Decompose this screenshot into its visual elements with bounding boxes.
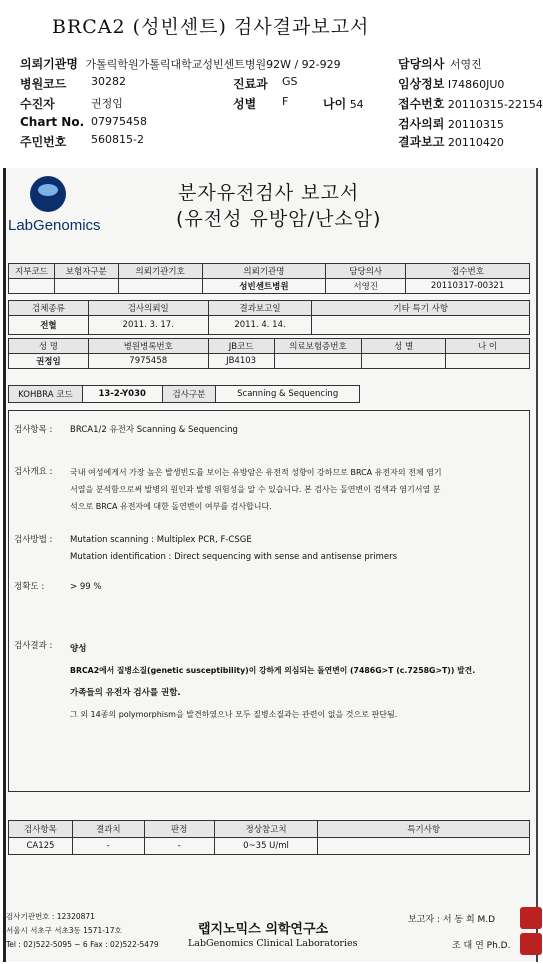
info-header: 의뢰기관명 <box>202 264 326 279</box>
header-value: 560815-2 <box>91 133 144 146</box>
info-header: 성 별 <box>362 339 446 354</box>
header-value: 서영진 <box>449 58 482 71</box>
overview-line: 석으로 BRCA 유전자에 대한 돌연변이 여부를 검사합니다. <box>70 502 272 511</box>
header-label: 주민번호 <box>20 135 67 149</box>
header-value: GS <box>282 75 298 88</box>
info-header: 검사의뢰일 <box>88 301 208 316</box>
footer-lab-name-en: LabGenomics Clinical Laboratories <box>188 938 358 949</box>
header-label: 임상정보 <box>398 77 445 91</box>
header-label: 성별 <box>233 97 257 111</box>
info-cell: 2011. 3. 17. <box>88 316 208 335</box>
info-cell <box>446 354 530 369</box>
footer-address <box>6 910 159 952</box>
overview-text <box>70 464 526 515</box>
footer-line: 서울시 서초구 서초3동 1571-17호 <box>6 926 122 935</box>
info-header: 기타 특기 사항 <box>312 301 530 316</box>
bottom-cell: 0~35 U/ml <box>214 838 318 855</box>
header-label: 병원코드 <box>20 77 67 91</box>
method-label: 검사방법 : <box>14 535 53 545</box>
bottom-cell: - <box>72 838 144 855</box>
result-line: 가족들의 유전자 검사를 권함. <box>70 688 181 698</box>
item-label: 검사항목 : <box>14 425 53 435</box>
info-header: 성 명 <box>9 339 89 354</box>
info-cell: 권정임 <box>9 354 89 369</box>
overview-line: 국내 여성에게서 가장 높은 발생빈도를 보이는 유방암은 유전적 성향이 강하므로 BRCA 유전자의 전체 염기 <box>70 468 442 477</box>
logo-text: LabGenomics <box>8 217 101 234</box>
header-value: 20110315 <box>447 118 504 131</box>
info-cell: 2011. 4. 14. <box>208 316 312 335</box>
footer-line: Tel : 02)522-5095 ~ 6 Fax : 02)522-5479 <box>6 940 159 949</box>
signer-2: 조 대 연 Ph.D. <box>452 941 511 951</box>
method-text <box>70 532 397 566</box>
info-cell <box>274 354 362 369</box>
info-cell: 7975458 <box>88 354 208 369</box>
accuracy-value: > 99 % <box>70 582 102 592</box>
info-header: 의료보험증번호 <box>274 339 362 354</box>
seal-stamp-icon <box>520 907 542 929</box>
header-value: F <box>282 95 289 108</box>
page-title: BRCA2 (성빈센트) 검사결과보고서 <box>52 16 370 38</box>
accuracy-label: 정확도 : <box>14 582 45 592</box>
kohbra-type-label: 검사구분 <box>162 386 216 403</box>
info-table <box>8 263 530 294</box>
header-row-1 <box>20 55 341 72</box>
header-label: 접수번호 <box>398 97 445 111</box>
kohbra-code: 13-2-Y030 <box>82 386 162 403</box>
bottom-cell <box>318 838 530 855</box>
info-cell <box>312 316 530 335</box>
kohbra-label: KOHBRA 코드 <box>9 386 83 403</box>
overview-line: 서열을 분석함으로써 발병의 원인과 발병 위험성을 알 수 있습니다. 본 검사는 돌연변이 검색과 염기서열 분 <box>70 485 441 494</box>
bottom-header: 특기사항 <box>318 821 530 838</box>
info-cell: 20110317-00321 <box>406 279 530 294</box>
seal-stamp-icon <box>520 933 542 955</box>
bottom-table <box>8 820 530 855</box>
header-label: 나이 <box>323 97 347 111</box>
info-header: 검체종류 <box>9 301 89 316</box>
header-label: 결과보고 <box>398 135 445 149</box>
header-value: 20110315-22154 <box>447 98 543 111</box>
info-cell: 서영진 <box>326 279 406 294</box>
info-header: 의뢰기관기호 <box>118 264 202 279</box>
bottom-header: 판정 <box>144 821 214 838</box>
bottom-cell: - <box>144 838 214 855</box>
header-value: 가톨릭학원가톨릭대학교성빈센트병원 <box>85 58 267 71</box>
info-header: 담당의사 <box>326 264 406 279</box>
info-header: JB코드 <box>208 339 274 354</box>
info-header: 접수번호 <box>406 264 530 279</box>
header-value: 권정임 <box>91 97 123 110</box>
bottom-cell: CA125 <box>9 838 73 855</box>
header-value: I74860JU0 <box>447 78 505 91</box>
result-text <box>70 638 528 726</box>
header-value: 92W / 92-929 <box>266 58 341 71</box>
header-value: 30282 <box>91 75 126 88</box>
info-cell <box>54 279 118 294</box>
result-line: 양성 <box>70 644 87 654</box>
header-label: 검사의뢰 <box>398 117 445 131</box>
info-cell <box>9 279 55 294</box>
info-header: 결과보고일 <box>208 301 312 316</box>
summary-header <box>0 0 543 162</box>
header-label: 의뢰기관명 <box>20 57 78 71</box>
header-label: 담당의사 <box>398 57 445 71</box>
info-table-2 <box>8 300 530 335</box>
report-subtitle: (유전성 유방암/난소암) <box>176 208 382 230</box>
footer-line: 검사기관번호 : 12320871 <box>6 912 95 921</box>
bottom-header: 결과치 <box>72 821 144 838</box>
kohbra-table <box>8 385 360 403</box>
info-cell: 성빈센트병원 <box>202 279 326 294</box>
header-value: 20110420 <box>447 136 504 149</box>
overview-label: 검사개요 : <box>14 467 53 477</box>
footer-lab-name: 랩지노믹스 의학연구소 <box>198 922 329 937</box>
info-header: 보험자구분 <box>54 264 118 279</box>
report-title: 분자유전검사 보고서 <box>178 182 360 204</box>
bottom-header: 정상참고치 <box>214 821 318 838</box>
result-line: 그 외 14종의 polymorphism을 발견하였으나 모두 질병소질과는 관련이 없을 것으로 판단됨. <box>70 710 398 719</box>
info-header: 지부코드 <box>9 264 55 279</box>
info-cell: JB4103 <box>208 354 274 369</box>
info-table-3 <box>8 338 530 369</box>
item-value: BRCA1/2 유전자 Scanning & Sequencing <box>70 425 238 435</box>
header-label: Chart No. <box>20 115 85 129</box>
info-header: 병원병록번호 <box>88 339 208 354</box>
header-label: 진료과 <box>233 77 268 91</box>
info-cell <box>362 354 446 369</box>
info-cell <box>118 279 202 294</box>
bottom-header: 검사항목 <box>9 821 73 838</box>
kohbra-type-value: Scanning & Sequencing <box>216 386 360 403</box>
logo-highlight <box>38 184 58 196</box>
signer-1: 보고자 : 서 동 희 M.D <box>408 915 496 925</box>
header-value: 54 <box>349 98 364 111</box>
result-line: BRCA2에서 질병소질(genetic susceptibility)이 강하게 의심되는 돌연변이 (7486G>T (c.7258G>T)) 발견. <box>70 666 476 675</box>
header-value: 07975458 <box>91 115 147 128</box>
method-line: Mutation identification : Direct sequencing with sense and antisense primers <box>70 552 398 562</box>
info-cell: 전혈 <box>9 316 89 335</box>
info-header: 나 이 <box>446 339 530 354</box>
method-line: Mutation scanning : Multiplex PCR, F-CSGE <box>70 535 252 545</box>
header-label: 수진자 <box>20 97 55 111</box>
result-label: 검사결과 : <box>14 641 53 651</box>
